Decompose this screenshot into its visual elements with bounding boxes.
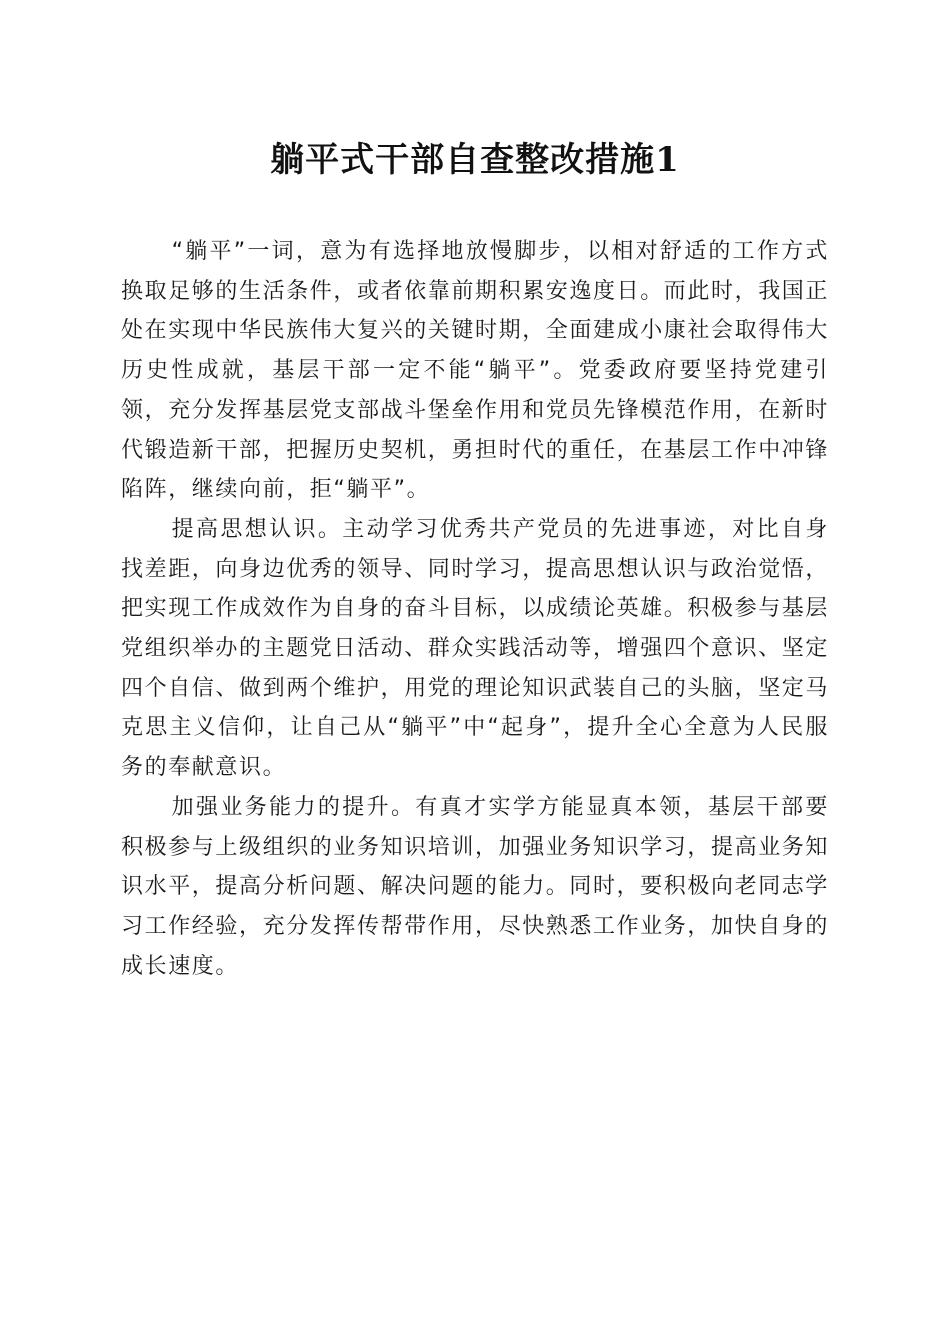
document-body: [121, 232, 829, 986]
paragraph-intro: “躺平”一词，意为有选择地放慢脚步，以相对舒适的工作方式换取足够的生活条件，或者依靠前期积累安逸度日。而此时，我国正处在实现中华民族伟大复兴的关键时期，全面建成小康社会取得伟大历史性成就，基层干部一定不能“躺平”。党委政府要坚持党建引领，充分发挥基层党支部战斗堡垒作用和党员先锋模范作用，在新时代锻造新干部，把握历史契机，勇担时代的重任，在基层工作中冲锋陷阵，继续向前，拒“躺平”。: [121, 239, 830, 503]
document-title: 躺平式干部自查整改措施1: [270, 140, 680, 180]
paragraph-business: 加强业务能力的提升。有真才实学方能显真本领，基层干部要积极参与上级组织的业务知识培训，加强业务知识学习，提高业务知识水平，提高分析问题、解决问题的能力。同时，要积极向老同志学习工作经验，充分发挥传帮带作用，尽快熟悉工作业务，加快自身的成长速度。: [121, 794, 830, 979]
paragraph-thinking: 提高思想认识。主动学习优秀共产党员的先进事迹，对比自身找差距，向身边优秀的领导、同时学习，提高思想认识与政治觉悟，把实现工作成效作为自身的奋斗目标，以成绩论英雄。积极参与基层党组织举办的主题党日活动、群众实践活动等，增强四个意识、坚定四个自信、做到两个维护，用党的理论知识武装自己的头脑，坚定马克思主义信仰，让自己从“躺平”中“起身”，提升全心全意为人民服务的奉献意识。: [121, 516, 830, 781]
